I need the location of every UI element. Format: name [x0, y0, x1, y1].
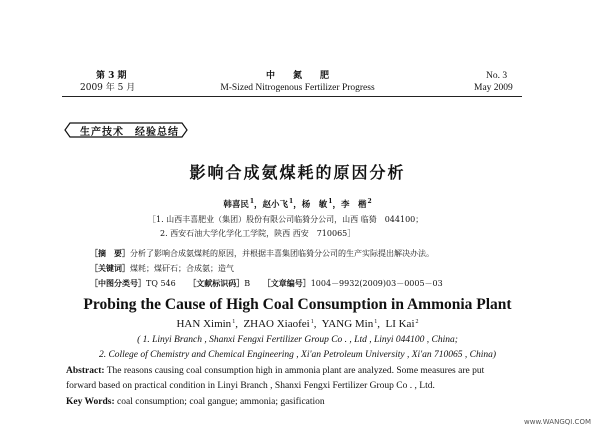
- cn-author-sep: ，: [293, 200, 302, 210]
- cn-author-4: 李 楷: [340, 200, 367, 210]
- cn-author-sep: ，: [254, 200, 263, 210]
- section-tag: [64, 121, 189, 139]
- journal-title-en: M-Sized Nitrogenous Fertilizer Progress: [220, 83, 375, 93]
- cn-keywords-text: 煤耗；煤矸石；合成氨；造气: [130, 264, 234, 273]
- cn-abstract-label: ［摘 要］: [90, 248, 130, 258]
- en-affiliation-2: 2. College of Chemistry and Chemical Engineering , Xi'an Petroleum University , Xi'an 710065 , China): [98, 350, 497, 360]
- doc-code-value: B: [244, 279, 251, 288]
- en-abstract-line-2: forward based on practical condition in Linyi Branch , Shanxi Fengxi Fertilizer Group Co . , Ltd.: [66, 381, 435, 391]
- cn-author-3-sup: 1: [328, 198, 333, 205]
- en-author-2: ZHAO Xiaofei: [243, 318, 310, 330]
- cn-author-2: 赵小飞: [262, 200, 289, 210]
- en-author-4-sup: 2: [415, 319, 419, 325]
- header-rule: [62, 96, 522, 97]
- en-affiliation-1: ( 1. Linyi Branch , Shanxi Fengxi Fertilizer Group Co . , Ltd , Linyi 044100 , China;: [137, 335, 458, 345]
- en-abstract-line-1: [66, 366, 484, 376]
- en-keywords-label: Key Words:: [66, 397, 115, 407]
- cn-keywords: [90, 263, 234, 274]
- cn-abstract: [90, 248, 434, 259]
- watermark: www.WANGQI.COM: [524, 418, 591, 426]
- en-author-4: LI Kai: [385, 318, 415, 330]
- cn-author-1: 韩喜民: [223, 200, 249, 210]
- cn-author-1-sup: 1: [249, 198, 255, 205]
- en-author-1-sup: 1: [232, 319, 236, 325]
- article-number-label: ［文章编号］: [262, 278, 311, 288]
- cn-title: 影响合成氨煤耗的原因分析: [189, 163, 406, 182]
- en-authors: [0, 318, 595, 330]
- issue-number-en: No. 3: [486, 71, 508, 81]
- cn-author-3: 杨 敏: [301, 200, 328, 210]
- en-abstract-text-1: The reasons causing coal consumption high in ammonia plant are analyzed. Some measures are put: [106, 366, 485, 376]
- cn-keywords-label: ［关键词］: [90, 263, 130, 273]
- issue-date-en: May 2009: [474, 83, 513, 93]
- cn-abstract-text: 分析了影响合成氨煤耗的原因，并根据丰喜集团临猗分公司的生产实际提出解决办法。: [130, 249, 434, 258]
- en-author-sep: ,: [313, 318, 322, 330]
- issue-date-cn: 2009 年 5 月: [80, 83, 136, 93]
- en-author-sep: ,: [235, 318, 244, 330]
- clc-label: ［中图分类号］: [90, 278, 146, 288]
- article-number-value: 1004－9932(2009)03－0005－03: [310, 279, 443, 288]
- en-keywords-text: coal consumption; coal gangue; ammonia; gasification: [117, 397, 325, 407]
- en-title: Probing the Cause of High Coal Consumption in Ammonia Plant: [83, 296, 512, 313]
- section-tag-label: 生产技术 经验总结: [80, 127, 179, 138]
- en-author-2-sup: 1: [310, 319, 314, 325]
- cn-author-sep: ，: [332, 200, 341, 210]
- cn-author-4-sup: 2: [367, 198, 372, 205]
- cn-author-2-sup: 1: [289, 198, 294, 205]
- journal-title-cn: 中 氮 肥: [265, 71, 329, 81]
- en-author-sep: ,: [377, 318, 386, 330]
- issue-number-cn: 第 3 期: [96, 71, 127, 81]
- en-author-3-sup: 1: [374, 319, 378, 325]
- cn-affiliation-1: ［1. 山西丰喜肥业（集团）股份有限公司临猗分公司，山西 临猗 044100；: [148, 215, 424, 224]
- en-author-1: HAN Ximin: [176, 318, 232, 330]
- cn-authors: [0, 200, 595, 211]
- cn-classification: [90, 278, 443, 289]
- en-keywords: [66, 397, 325, 407]
- cn-affiliation-2: 2. 西安石油大学化学化工学院，陕西 西安 710065］: [160, 229, 356, 238]
- doc-code-label: ［文献标识码］: [188, 278, 245, 288]
- clc-value: TQ 546: [146, 279, 176, 288]
- en-author-3: YANG Min: [321, 318, 374, 330]
- en-abstract-label: Abstract:: [66, 366, 105, 376]
